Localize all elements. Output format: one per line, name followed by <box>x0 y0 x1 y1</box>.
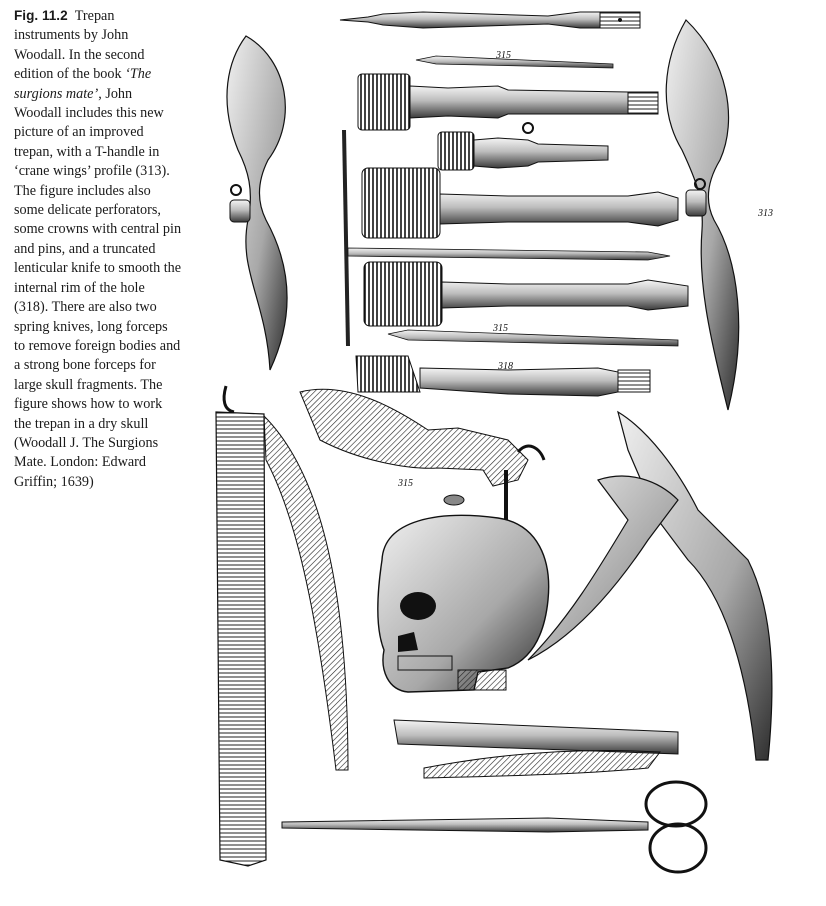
caption-text-b: , John Woodall includes this new picture of an improved trepan, with a T-handle in ‘crane wings’ profile (313). The figure includes also some delicate perforators, some crowns with central pin and pins, and a truncated lenticular knife to smooth the internal rim of the hole (318). There are also two spring knives, long forceps to remove foreign bodies and a strong bone forceps for large skull fragments. The figure shows how to work the trepan in a dry skull (Woodall J. The Surgions Mate. London: Edward Griffin; 1639) <box>14 85 182 490</box>
bone-forceps <box>528 412 772 760</box>
engraving-plate <box>208 0 808 900</box>
top-spear-perforator <box>340 12 640 28</box>
crown-trepan-3 <box>364 262 688 326</box>
hand-holding-trepan <box>300 389 544 530</box>
crown-trepan-1 <box>358 74 658 130</box>
small-awl-perforator <box>416 50 613 68</box>
caption-book-title: ‘The surgions mate’ <box>14 66 152 102</box>
long-spring-knife <box>216 386 348 866</box>
label-315-middle: 315 <box>493 323 508 334</box>
label-313: 313 <box>758 208 773 219</box>
lenticular-knife <box>356 356 650 396</box>
caption-text-a: Trepan instruments by John Woodall. In the second edition of the book <box>14 8 145 83</box>
large-crown-trepan <box>362 168 678 238</box>
label-315-hand: 315 <box>398 478 413 489</box>
crown-with-pins <box>438 123 608 170</box>
right-crane-wing-handle <box>666 20 773 410</box>
figure-caption <box>14 6 182 492</box>
label-318: 318 <box>498 361 513 372</box>
figure-label: Fig. 11.2 <box>14 8 68 23</box>
long-forceps <box>282 782 706 872</box>
left-crane-wing-handle <box>227 36 287 370</box>
label-315-top: 315 <box>496 50 511 61</box>
small-spring-knife <box>394 720 678 778</box>
skull <box>378 495 549 692</box>
